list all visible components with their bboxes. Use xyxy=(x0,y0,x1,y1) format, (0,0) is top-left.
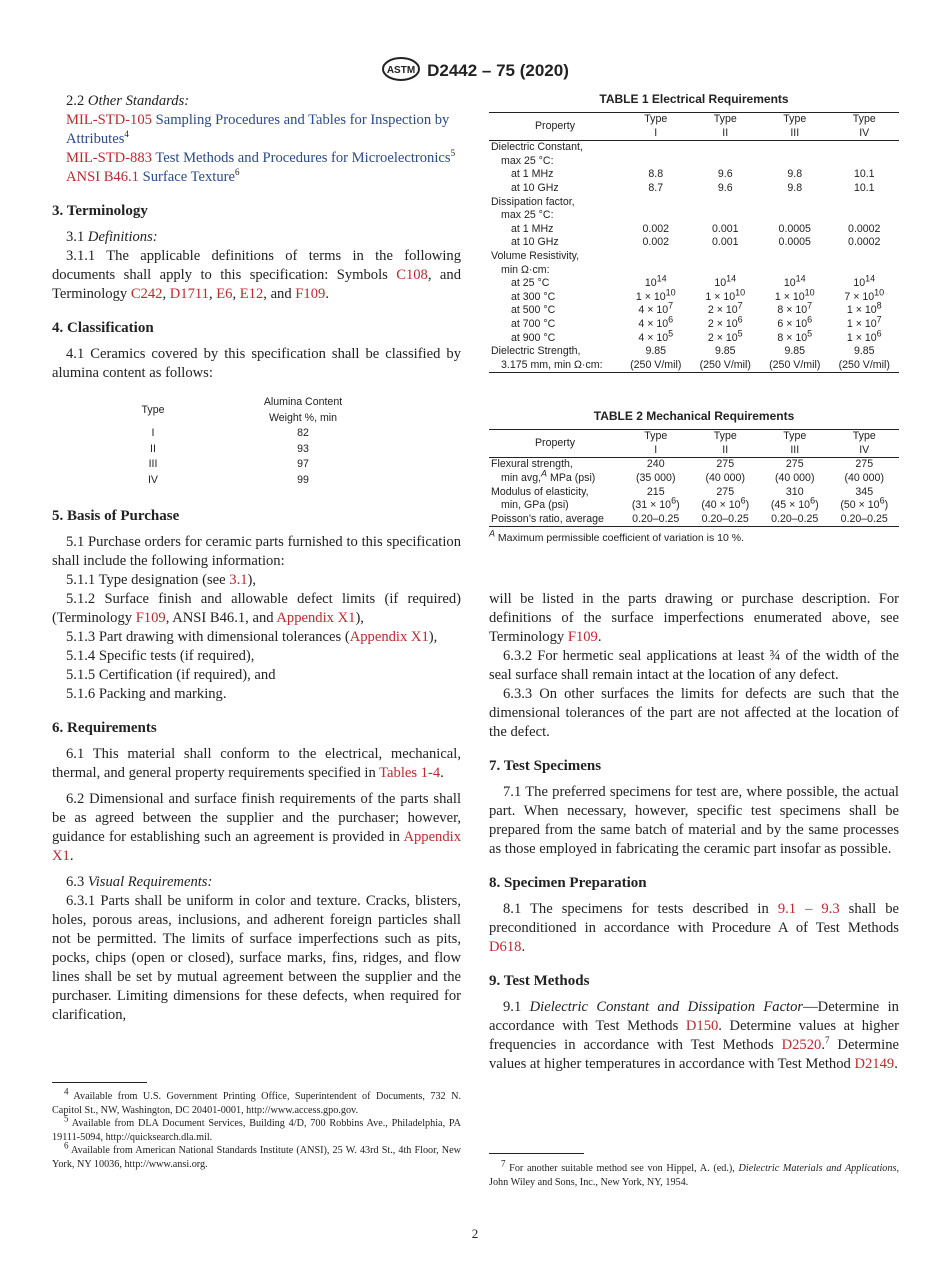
table-row xyxy=(489,182,899,196)
table-cell: 9.8 xyxy=(787,168,803,181)
para-5-1-2: 5.1.2 Surface finish and allowable defect limits (if required) (Terminology F109, ANSI B46.1, and Appendix X1), xyxy=(52,591,461,626)
table-cell: 0.0002 xyxy=(848,236,881,249)
table-cell: $1 \times 10^8$ xyxy=(846,300,882,317)
table-cell: $10^{14}$ xyxy=(853,273,876,290)
table-cell: $2 \times 10^6$ xyxy=(707,314,743,330)
link-c108[interactable]: C108 xyxy=(396,267,428,283)
table-cell: $8 \times 10^5$ xyxy=(777,327,813,344)
table-cell: 0.0005 xyxy=(778,236,811,249)
link-e6[interactable]: E6 xyxy=(216,286,233,302)
table-row xyxy=(489,486,899,500)
reference-title[interactable]: Sampling Procedures and Tables for Inspection by Attributes xyxy=(66,112,450,147)
table-cell: $(31 \times 10^6)$ xyxy=(631,495,680,512)
section-2-2: 2.2 Other Standards: xyxy=(66,93,190,109)
section-8-heading: 8. Specimen Preparation xyxy=(489,875,647,892)
table-cell: $4 \times 10^6$ xyxy=(638,314,674,330)
footnote-7: $^7$ For another suitable method see von Hippel, A. (ed.), Dielectric Materials and Applications, John Wiley and Sons, Inc., New York, NY, 1954. xyxy=(489,1158,900,1188)
table-cell: $1 \times 10^6$ xyxy=(846,327,882,344)
table-cell: 10.1 xyxy=(853,181,875,194)
row-label: Dielectric Constant, xyxy=(491,141,583,154)
table-row xyxy=(489,236,899,250)
row-label: Poisson’s ratio, average xyxy=(491,512,604,525)
para-5-1-4: 5.1.4 Specific tests (if required), xyxy=(66,648,255,664)
link-tables-1-4[interactable]: Tables 1-4 xyxy=(379,765,441,781)
table-cell xyxy=(830,250,900,264)
table-row xyxy=(489,499,899,513)
table-cell xyxy=(621,250,691,264)
para-6-3-3: 6.3.3 On other surfaces the limits for defects are such that the dimensional tolerances of the part are not affected at the location of the defect. xyxy=(489,686,899,741)
para-6-3-2: 6.3.2 For hermetic seal applications at least ¾ of the width of the seal surface shall remain intact at the location of any defect. xyxy=(489,648,899,684)
row-label: min, GPa (psi) xyxy=(501,499,569,512)
table-cell: $2 \times 10^5$ xyxy=(707,327,743,344)
table-row xyxy=(489,264,899,278)
link-appendix-x1[interactable]: Appendix X1 xyxy=(276,610,356,626)
table-cell: 9.6 xyxy=(717,168,733,181)
table-cell xyxy=(621,196,691,210)
section-7-heading: 7. Test Specimens xyxy=(489,758,602,775)
row-label: min Ω·cm: xyxy=(501,263,550,276)
para-6-1: 6.1 This material shall conform to the electrical, mechanical, thermal, and general property requirements specified in Tables 1-4. xyxy=(52,746,461,781)
right-column xyxy=(489,92,899,1074)
footnote-item: $^6$ Available from American National Standards Institute (ANSI), 25 W. 43rd St., 4th Floor, New York, NY 10036, http://www.ansi.org. xyxy=(52,1140,461,1170)
row-label: Flexural strength, xyxy=(491,458,573,471)
table-cell: 0.20–0.25 xyxy=(771,512,819,525)
table-row xyxy=(489,141,899,155)
table-cell xyxy=(691,209,761,223)
table-row xyxy=(489,472,899,486)
classification-table: Type Alumina Content Weight %, min I 82 II 93 III 97 IV 99 xyxy=(112,395,412,488)
footnote-rule-right xyxy=(489,1153,584,1154)
reference-item xyxy=(52,111,461,149)
table-row xyxy=(489,209,899,223)
link-c242[interactable]: C242 xyxy=(130,286,163,302)
footnotes-left xyxy=(52,1086,462,1172)
table-cell: $(45 \times 10^6)$ xyxy=(770,495,819,512)
table-cell xyxy=(760,141,830,155)
table-cell xyxy=(830,141,900,155)
table-cell xyxy=(760,196,830,210)
para-7-1: 7.1 The preferred specimens for test are, where possible, the actual part. When necessary, however, specific test specimens shall be prepared from the same batch of material and by the same processes as those employed in fabricating the ceramic part insofar as possible. xyxy=(489,784,899,858)
reference-title[interactable]: Surface Texture xyxy=(142,169,235,185)
reference-code[interactable]: ANSI B46.1 xyxy=(66,169,139,185)
page-header xyxy=(0,56,950,87)
table-cell: 0.002 xyxy=(642,236,669,249)
table-cell: 9.85 xyxy=(645,345,667,358)
table-cell xyxy=(760,209,830,223)
row-label: at 10 GHz xyxy=(511,181,559,194)
table-cell: $1 \times 10^{10}$ xyxy=(705,287,746,303)
table-cell xyxy=(621,209,691,223)
table-cell xyxy=(691,155,761,169)
link-3-1[interactable]: 3.1 xyxy=(229,572,248,588)
table-cell: 0.001 xyxy=(711,222,739,235)
para-5-1: 5.1 Purchase orders for ceramic parts furnished to this specification shall include the following information: xyxy=(52,534,461,569)
table-cell: $10^{14}$ xyxy=(714,273,737,290)
para-5-1-6: 5.1.6 Packing and marking. xyxy=(66,686,227,702)
table-cell: 8.8 xyxy=(648,168,664,181)
table-cell: 9.85 xyxy=(784,345,806,358)
classification-row: IV 99 xyxy=(147,473,309,486)
row-label: at 25 °C xyxy=(511,277,550,290)
para-5-1-1: 5.1.1 Type designation (see 3.1), xyxy=(66,572,257,588)
para-9-1: 9.1 Dielectric Constant and Dissipation Factor—Determine in accordance with Test Methods D150. Determine values at higher frequencies in accordance with Test Methods D2520.$^7$ Determine values at higher temperatures in accordance with Test Method D2149. xyxy=(489,999,899,1073)
table-row xyxy=(489,223,899,237)
table-row xyxy=(489,332,899,346)
row-label: max 25 °C: xyxy=(501,154,554,167)
para-6-3-1-cont: will be listed in the parts drawing or purchase description. For definitions of the surface imperfections enumerated above, see Terminology F109. xyxy=(489,591,899,646)
table-cell: (35 000) xyxy=(636,472,676,485)
table-cell: (250 V/mil) xyxy=(699,358,751,371)
row-label: at 700 °C xyxy=(511,317,556,330)
table-cell: 9.8 xyxy=(787,181,803,194)
table-row xyxy=(489,277,899,291)
link-e12[interactable]: E12 xyxy=(239,286,264,302)
table-cell: 345 xyxy=(855,485,874,498)
table-cell: (250 V/mil) xyxy=(838,358,890,371)
para-6-3: 6.3 Visual Requirements: xyxy=(66,874,213,890)
table-cell: 8.7 xyxy=(648,181,664,194)
para-8-1: 8.1 The specimens for tests described in 9.1 – 9.3 shall be preconditioned in accordance with Procedure A of Test Methods D618. xyxy=(489,901,900,956)
table-cell: 9.6 xyxy=(717,181,733,194)
table-1-electrical: Property Type Type Type Type I II III IV Dielectric Constant, max 25 °C: at 1 MHz 8.8 9.6 9.8 10.1 at 10 GHz 8.7 9.6 9.8 10.1 Dissipation factor, max 25 °C: at 1 MHz 0.002 0.001 0.0005 0.0002 at 10 GHz 0.002 0.001 0.0005 0.0002 Volume Resistivity, min Ω·cm: at 25 °C $10^{14}$ $10^{14}$ $10^{14}$ $10^{14}$ at 300 °C $1 \times 10^{10}$ $1 \times 10^{10}$ $1 \times 10^{10}$ $7 \times 10^{10}$ at 500 °C $4 \times 10^7$ $2 \times 10^7$ $8 \times 10^7$ $1 \times 10^8$ at 700 °C $4 \times 10^6$ $2 \times 10^6$ $6 \times 10^6$ $1 \times 10^7$ at 900 °C $4 \times 10^5$ $2 \times 10^5$ $8 \times 10^5$ $1 \times 10^6$ Dielectric Strength, 9.85 9.85 9.85 9.85 3.175 mm, min Ω·cm: (250 V/mil) (250 V/mil) (250 V/mil) (250 V/mil) xyxy=(489,112,899,373)
footnote-marker: 5 xyxy=(450,148,456,159)
table-2-note: $^A$ Maximum permissible coefficient of variation is 10 %. xyxy=(489,528,745,545)
para-3-1: 3.1 Definitions: xyxy=(66,229,158,245)
table-cell: $(40 \times 10^6)$ xyxy=(701,495,750,512)
classification-row: I 82 xyxy=(151,427,309,439)
table-cell: $4 \times 10^7$ xyxy=(638,300,674,317)
row-label: Dielectric Strength, xyxy=(491,345,581,358)
table-cell: $1 \times 10^7$ xyxy=(846,314,882,330)
table-cell: 275 xyxy=(785,458,804,471)
classification-row: III 97 xyxy=(148,458,309,470)
table-row xyxy=(489,359,899,373)
para-5-1-3: 5.1.3 Part drawing with dimensional tolerances (Appendix X1), xyxy=(66,629,438,645)
table-cell: 240 xyxy=(646,458,665,471)
table-cell: 275 xyxy=(716,458,735,471)
table-cell xyxy=(621,155,691,169)
row-label: max 25 °C: xyxy=(501,209,554,222)
document-title: D2442 – 75 (2020) xyxy=(427,60,569,80)
table-cell: $8 \times 10^7$ xyxy=(777,300,813,317)
table-cell: 275 xyxy=(716,485,735,498)
section-6-heading: 6. Requirements xyxy=(52,720,157,736)
para-6-2: 6.2 Dimensional and surface finish requirements of the parts shall be as agreed between the supplier and the purchaser; however, guidance for establishing such an agreement is provided in Appendix X1. xyxy=(52,791,461,864)
table-cell: (40 000) xyxy=(705,472,745,485)
table-row xyxy=(489,318,899,332)
table-row xyxy=(489,291,899,305)
footnote-rule xyxy=(52,1082,147,1083)
table-cell: $4 \times 10^5$ xyxy=(638,327,674,344)
table-cell: 0.0002 xyxy=(848,222,881,235)
table-cell: 310 xyxy=(785,485,804,498)
para-4-1: 4.1 Ceramics covered by this specification shall be classified by alumina content as follows: xyxy=(52,346,461,381)
para-5-1-5: 5.1.5 Certification (if required), and xyxy=(66,667,276,683)
table-cell: 9.85 xyxy=(714,345,736,358)
table-cell: 215 xyxy=(646,485,665,498)
footnote-marker: 4 xyxy=(124,129,129,140)
table-row xyxy=(489,196,899,210)
row-label: at 300 °C xyxy=(511,290,556,303)
table-cell: 275 xyxy=(855,458,874,471)
para-3-1-1: 3.1.1 The applicable definitions of terms in the following documents shall apply to this specification: Symbols C108, and Terminology C242, D1711, E6, E12, and F109. xyxy=(52,248,461,302)
table-cell xyxy=(621,141,691,155)
row-label: at 900 °C xyxy=(511,331,556,344)
footnote-item: $^5$ Available from DLA Document Services, Building 4/D, 700 Robbins Ave., Philadelphia, PA 19111-5094, http://quicksearch.dla.mil. xyxy=(52,1113,462,1143)
section-5-heading: 5. Basis of Purchase xyxy=(52,508,180,524)
table-row xyxy=(489,458,899,472)
section-9-heading: 9. Test Methods xyxy=(489,973,590,990)
reference-code[interactable]: MIL-STD-883 xyxy=(66,150,152,166)
link-f109[interactable]: F109 xyxy=(295,286,326,302)
table-cell: 0.001 xyxy=(711,236,739,249)
footnote-marker: 6 xyxy=(234,167,240,178)
table-cell: $10^{14}$ xyxy=(783,273,806,290)
table-cell: 0.0005 xyxy=(778,222,811,235)
left-column xyxy=(52,92,461,1025)
link-appendix-x1-c[interactable]: Appendix X1 xyxy=(52,829,461,864)
row-label: Volume Resistivity, xyxy=(491,249,580,262)
table-cell: (250 V/mil) xyxy=(769,358,821,371)
row-label: at 500 °C xyxy=(511,304,556,317)
reference-code[interactable]: MIL-STD-105 xyxy=(66,112,152,128)
row-label: at 10 GHz xyxy=(511,236,559,249)
table-cell: $6 \times 10^6$ xyxy=(777,314,813,330)
table-cell: (40 000) xyxy=(775,472,815,485)
table-cell: 0.20–0.25 xyxy=(840,512,888,525)
row-label: Dissipation factor, xyxy=(491,195,575,208)
svg-text:ASTM: ASTM xyxy=(386,65,416,76)
table-row xyxy=(489,155,899,169)
row-label: 3.175 mm, min Ω·cm: xyxy=(501,358,603,371)
link-d150[interactable]: D150 xyxy=(685,1018,719,1035)
table-cell: $10^{14}$ xyxy=(644,273,667,290)
para-6-3-1: 6.3.1 Parts shall be uniform in color and texture. Cracks, blisters, holes, porous areas, inclusions, and adherent foreign particles shall not be permitted. The limits of surface imperfections such as pits, pocks, chips (open or closed), surface marks, fins, ridges, and flow lines shall be set by mutual agreement between the supplier and the purchaser. Limiting dimensions for these defects, when required for clarification, xyxy=(52,893,461,1023)
section-3-heading: 3. Terminology xyxy=(52,203,148,219)
link-9-1-9-3[interactable]: 9.1 – 9.3 xyxy=(777,901,840,918)
table-row xyxy=(489,250,899,264)
reference-title[interactable]: Test Methods and Procedures for Microelectronics xyxy=(155,150,451,166)
table-cell xyxy=(830,196,900,210)
row-label: min avg,$^A$ MPa (psi) xyxy=(501,468,596,485)
table-cell xyxy=(691,141,761,155)
table-cell xyxy=(691,196,761,210)
page-number: 2 xyxy=(471,1226,479,1241)
table-cell: (250 V/mil) xyxy=(630,358,682,371)
link-f109-b[interactable]: F109 xyxy=(135,610,166,626)
table-cell: 0.20–0.25 xyxy=(632,512,680,525)
table-cell: $7 \times 10^{10}$ xyxy=(844,287,885,303)
table-row xyxy=(489,345,899,359)
link-d1711[interactable]: D1711 xyxy=(169,286,209,302)
table-2-mechanical: Property Type Type Type Type I II III IV Flexural strength, 240 275 275 275 min avg,$^A$ MPa (psi) (35 000) (40 000) (40 000) (40 000) Modulus of elasticity, 215 275 310 345 min, GPa (psi) $(31 \times 10^6)$ $(40 \times 10^6)$ $(45 \times 10^6)$ $(50 \times 10^6)$ Poisson’s ratio, average 0.20–0.25 0.20–0.25 0.20–0.25 0.20–0.25 xyxy=(489,429,899,527)
table-cell: $(50 \times 10^6)$ xyxy=(840,495,889,512)
table-cell xyxy=(760,250,830,264)
section-4-heading: 4. Classification xyxy=(52,320,154,336)
astm-logo-icon xyxy=(381,56,421,87)
footnote-item: $^4$ Available from U.S. Government Printing Office, Superintendent of Documents, 732 N. Capitol St., NW, Washington, DC 20401-0001, http://www.access.gpo.gov. xyxy=(52,1086,461,1116)
link-f109-c[interactable]: F109 xyxy=(567,629,598,646)
table-2-title: TABLE 2 Mechanical Requirements xyxy=(593,409,795,424)
table-row xyxy=(489,513,899,527)
table-cell: (40 000) xyxy=(844,472,884,485)
table-cell xyxy=(830,155,900,169)
reference-item xyxy=(52,149,461,168)
link-d2149[interactable]: D2149 xyxy=(854,1056,895,1073)
row-label: at 1 MHz xyxy=(511,168,554,181)
table-cell: $1 \times 10^{10}$ xyxy=(774,287,815,303)
table-cell: $2 \times 10^7$ xyxy=(707,300,743,317)
link-d618[interactable]: D618 xyxy=(489,939,522,956)
reference-item xyxy=(52,168,461,187)
table-row xyxy=(489,168,899,182)
row-label: at 1 MHz xyxy=(511,222,554,235)
table-cell: 10.1 xyxy=(853,168,875,181)
row-label: Modulus of elasticity, xyxy=(491,485,589,498)
table-cell: $1 \times 10^{10}$ xyxy=(635,287,676,303)
table-cell: 0.20–0.25 xyxy=(701,512,749,525)
table-cell: 0.002 xyxy=(642,222,669,235)
table-cell xyxy=(691,250,761,264)
table-1-title: TABLE 1 Electrical Requirements xyxy=(599,92,789,106)
table-row xyxy=(489,304,899,318)
link-appendix-x1-b[interactable]: Appendix X1 xyxy=(349,629,429,645)
table-cell xyxy=(760,155,830,169)
classification-row: II 93 xyxy=(150,442,309,455)
link-d2520[interactable]: D2520 xyxy=(781,1037,822,1054)
table-cell xyxy=(830,209,900,223)
table-cell: 9.85 xyxy=(853,345,875,358)
